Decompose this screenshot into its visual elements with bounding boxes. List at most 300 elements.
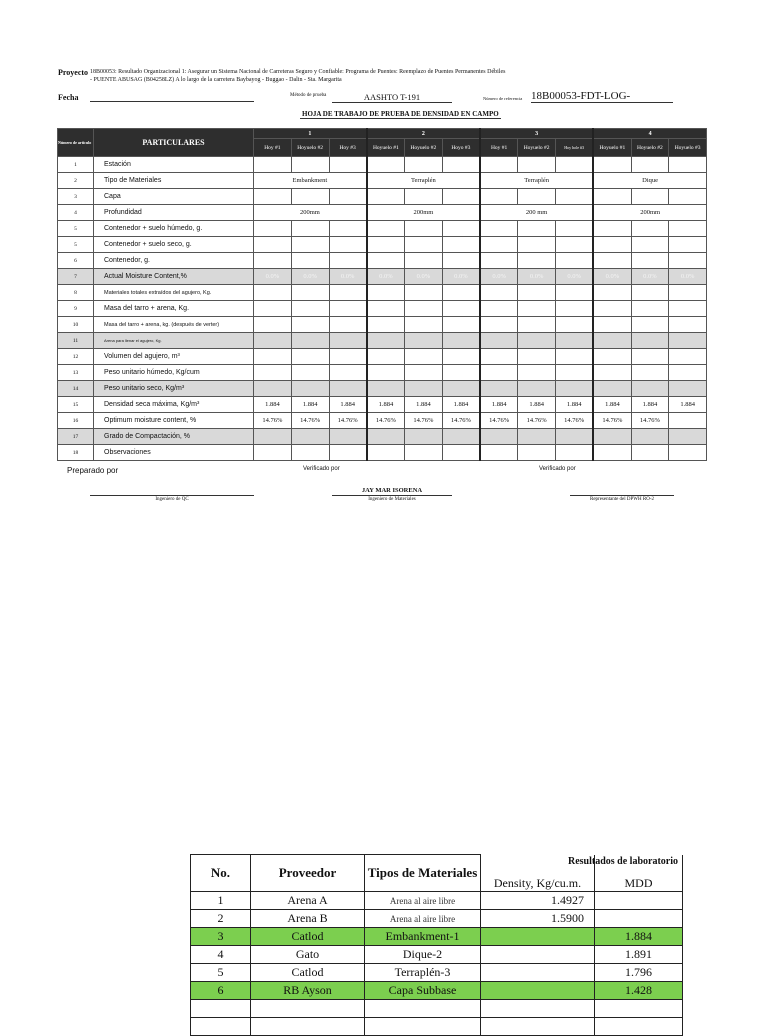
lab-density: 1.5900 <box>481 910 595 928</box>
data-cell[interactable] <box>556 157 594 173</box>
worksheet-row <box>58 365 707 381</box>
data-cell[interactable] <box>405 365 443 381</box>
worksheet-row <box>58 333 707 349</box>
mdd-cell[interactable]: 1.884 <box>405 397 443 413</box>
mdd-cell[interactable]: 1.884 <box>329 397 367 413</box>
data-cell[interactable] <box>329 445 367 461</box>
mdd-cell[interactable]: 1.884 <box>254 397 292 413</box>
data-cell[interactable] <box>291 285 329 301</box>
omc-cell[interactable]: 14.76% <box>405 413 443 429</box>
data-cell[interactable] <box>405 333 443 349</box>
data-cell[interactable] <box>442 221 480 237</box>
data-cell[interactable] <box>518 253 556 269</box>
data-cell[interactable] <box>367 317 405 333</box>
data-cell[interactable] <box>480 253 518 269</box>
row-label: Contenedor, g. <box>94 253 254 269</box>
data-cell[interactable] <box>254 317 292 333</box>
data-cell[interactable] <box>518 157 556 173</box>
data-cell[interactable] <box>442 301 480 317</box>
hole-header: Hoyuelo #2 <box>405 139 443 157</box>
data-cell[interactable] <box>480 237 518 253</box>
row-label: Optimum moisture content, % <box>94 413 254 429</box>
data-cell[interactable] <box>254 285 292 301</box>
data-cell[interactable] <box>329 285 367 301</box>
data-cell[interactable] <box>254 237 292 253</box>
data-cell[interactable] <box>669 365 707 381</box>
data-cell[interactable] <box>405 237 443 253</box>
data-cell[interactable] <box>556 237 594 253</box>
data-cell[interactable] <box>669 237 707 253</box>
data-cell[interactable] <box>329 157 367 173</box>
data-cell[interactable] <box>442 189 480 205</box>
data-cell[interactable] <box>593 189 631 205</box>
mdd-cell[interactable]: 1.884 <box>631 397 669 413</box>
data-cell[interactable] <box>291 237 329 253</box>
mdd-cell[interactable]: 1.884 <box>593 397 631 413</box>
moisture-cell[interactable]: 0.0% <box>631 269 669 285</box>
lab-empty-cell[interactable] <box>191 1000 251 1018</box>
data-cell[interactable] <box>480 349 518 365</box>
data-cell[interactable] <box>405 253 443 269</box>
data-cell[interactable] <box>556 365 594 381</box>
qc-engineer-title: Ingeniero de QC <box>155 497 189 502</box>
proyecto-description <box>90 68 570 84</box>
lab-row <box>191 892 683 910</box>
data-cell[interactable] <box>291 189 329 205</box>
worksheet-row <box>58 221 707 237</box>
data-cell[interactable] <box>593 365 631 381</box>
worksheet-row <box>58 189 707 205</box>
omc-cell[interactable]: 14.76% <box>480 413 518 429</box>
row-number: 11 <box>58 333 94 349</box>
row-label: Contenedor + suelo seco, g. <box>94 237 254 253</box>
omc-cell[interactable]: 14.76% <box>367 413 405 429</box>
omc-cell[interactable] <box>669 413 707 429</box>
data-cell[interactable] <box>518 429 556 445</box>
materials-engineer-name: JAY MAR ISORENA <box>361 487 423 494</box>
row-label: Masa del tarro + arena, kg. (después de verter) <box>94 317 254 333</box>
data-cell[interactable] <box>669 189 707 205</box>
data-cell[interactable] <box>631 381 669 397</box>
data-cell[interactable] <box>329 317 367 333</box>
worksheet-row <box>58 285 707 301</box>
lab-empty-row <box>191 1018 683 1036</box>
omc-cell[interactable]: 14.76% <box>329 413 367 429</box>
lab-density <box>481 928 595 946</box>
omc-cell[interactable]: 14.76% <box>518 413 556 429</box>
mdd-cell[interactable]: 1.884 <box>480 397 518 413</box>
data-cell[interactable] <box>442 349 480 365</box>
depth-cell: 200 mm <box>480 205 593 221</box>
data-cell[interactable] <box>669 333 707 349</box>
mdd-cell[interactable]: 1.884 <box>669 397 707 413</box>
lab-empty-cell[interactable] <box>481 1000 595 1018</box>
data-cell[interactable] <box>291 333 329 349</box>
materials-signature-line[interactable] <box>332 495 452 496</box>
data-cell[interactable] <box>367 221 405 237</box>
lab-proveedor: Arena B <box>251 910 365 928</box>
data-cell[interactable] <box>405 317 443 333</box>
moisture-cell[interactable]: 0.0% <box>556 269 594 285</box>
data-cell[interactable] <box>556 349 594 365</box>
lab-density <box>481 964 595 982</box>
particulares-header: PARTICULARES <box>94 129 254 157</box>
lab-results-title: Resultados de laboratorio <box>568 856 678 867</box>
lab-mdd <box>595 892 683 910</box>
data-cell[interactable] <box>593 285 631 301</box>
data-cell[interactable] <box>254 157 292 173</box>
moisture-cell[interactable]: 0.0% <box>329 269 367 285</box>
data-cell[interactable] <box>291 445 329 461</box>
data-cell[interactable] <box>631 445 669 461</box>
data-cell[interactable] <box>254 189 292 205</box>
lab-tipo: Arena al aire libre <box>365 910 481 928</box>
data-cell[interactable] <box>442 333 480 349</box>
row-number: 18 <box>58 445 94 461</box>
data-cell[interactable] <box>367 445 405 461</box>
data-cell[interactable] <box>405 285 443 301</box>
group-header-1: 1 <box>254 129 367 139</box>
moisture-cell[interactable]: 0.0% <box>669 269 707 285</box>
data-cell[interactable] <box>254 349 292 365</box>
data-cell[interactable] <box>480 157 518 173</box>
data-cell[interactable] <box>631 189 669 205</box>
lab-row <box>191 964 683 982</box>
data-cell[interactable] <box>518 301 556 317</box>
data-cell[interactable] <box>442 317 480 333</box>
qc-signature-line[interactable] <box>90 495 254 496</box>
data-cell[interactable] <box>405 157 443 173</box>
group-header-4: 4 <box>593 129 706 139</box>
omc-cell[interactable]: 14.76% <box>593 413 631 429</box>
data-cell[interactable] <box>442 157 480 173</box>
data-cell[interactable] <box>556 285 594 301</box>
data-cell[interactable] <box>329 301 367 317</box>
data-cell[interactable] <box>556 301 594 317</box>
data-cell[interactable] <box>480 285 518 301</box>
worksheet-row <box>58 349 707 365</box>
data-cell[interactable] <box>367 237 405 253</box>
data-cell[interactable] <box>518 333 556 349</box>
data-cell[interactable] <box>442 429 480 445</box>
lab-tipo: Arena al aire libre <box>365 892 481 910</box>
data-cell[interactable] <box>556 445 594 461</box>
material-cell: Embankment <box>254 173 367 189</box>
data-cell[interactable] <box>367 189 405 205</box>
omc-cell[interactable]: 14.76% <box>254 413 292 429</box>
data-cell[interactable] <box>593 157 631 173</box>
verified-by-label-1: Verificado por <box>303 466 340 472</box>
data-cell[interactable] <box>518 445 556 461</box>
omc-cell[interactable]: 14.76% <box>291 413 329 429</box>
data-cell[interactable] <box>593 221 631 237</box>
data-cell[interactable] <box>329 221 367 237</box>
row-number: 1 <box>58 157 94 173</box>
worksheet-row <box>58 237 707 253</box>
data-cell[interactable] <box>593 381 631 397</box>
data-cell[interactable] <box>669 253 707 269</box>
omc-cell[interactable]: 14.76% <box>442 413 480 429</box>
data-cell[interactable] <box>254 429 292 445</box>
data-cell[interactable] <box>254 253 292 269</box>
hole-header: Hoyuelo #1 <box>593 139 631 157</box>
data-cell[interactable] <box>556 221 594 237</box>
data-cell[interactable] <box>593 253 631 269</box>
moisture-cell[interactable]: 0.0% <box>593 269 631 285</box>
moisture-cell[interactable]: 0.0% <box>480 269 518 285</box>
row-number: 7 <box>58 269 94 285</box>
fecha-field[interactable] <box>90 101 254 102</box>
lab-results-table <box>190 854 683 1036</box>
data-cell[interactable] <box>556 333 594 349</box>
worksheet-row <box>58 157 707 173</box>
data-cell[interactable] <box>669 445 707 461</box>
data-cell[interactable] <box>442 445 480 461</box>
row-number: 9 <box>58 301 94 317</box>
data-cell[interactable] <box>593 445 631 461</box>
data-cell[interactable] <box>442 253 480 269</box>
metodo-label: Método de prueba <box>290 93 327 98</box>
row-label: Arena para llenar el agujero, Kg. <box>94 333 254 349</box>
data-cell[interactable] <box>593 333 631 349</box>
data-cell[interactable] <box>518 285 556 301</box>
data-cell[interactable] <box>556 429 594 445</box>
data-cell[interactable] <box>669 349 707 365</box>
lab-density: 1.4927 <box>481 892 595 910</box>
lab-mdd <box>595 910 683 928</box>
item-number-header: Número de artículo <box>58 129 94 157</box>
data-cell[interactable] <box>329 381 367 397</box>
data-cell[interactable] <box>480 189 518 205</box>
data-cell[interactable] <box>556 189 594 205</box>
data-cell[interactable] <box>480 365 518 381</box>
data-cell[interactable] <box>631 221 669 237</box>
row-label: Peso unitario húmedo, Kg/cum <box>94 365 254 381</box>
lab-no: 5 <box>191 964 251 982</box>
data-cell[interactable] <box>442 237 480 253</box>
data-cell[interactable] <box>329 253 367 269</box>
data-cell[interactable] <box>518 221 556 237</box>
data-cell[interactable] <box>405 445 443 461</box>
data-cell[interactable] <box>405 349 443 365</box>
data-cell[interactable] <box>367 333 405 349</box>
data-cell[interactable] <box>669 157 707 173</box>
lab-proveedor: RB Ayson <box>251 982 365 1000</box>
data-cell[interactable] <box>518 365 556 381</box>
lab-empty-row <box>191 1000 683 1018</box>
data-cell[interactable] <box>480 317 518 333</box>
lab-row <box>191 946 683 964</box>
data-cell[interactable] <box>254 445 292 461</box>
dpwh-representative-title: Representante del DPWH RO-2 <box>589 497 654 502</box>
row-number: 6 <box>58 253 94 269</box>
depth-cell: 200mm <box>367 205 480 221</box>
row-number: 16 <box>58 413 94 429</box>
data-cell[interactable] <box>631 365 669 381</box>
omc-cell[interactable]: 14.76% <box>556 413 594 429</box>
data-cell[interactable] <box>631 285 669 301</box>
data-cell[interactable] <box>405 429 443 445</box>
data-cell[interactable] <box>405 189 443 205</box>
row-number: 13 <box>58 365 94 381</box>
data-cell[interactable] <box>593 317 631 333</box>
data-cell[interactable] <box>254 381 292 397</box>
lab-proveedor: Gato <box>251 946 365 964</box>
mdd-cell[interactable]: 1.884 <box>291 397 329 413</box>
data-cell[interactable] <box>291 221 329 237</box>
data-cell[interactable] <box>669 221 707 237</box>
data-cell[interactable] <box>367 429 405 445</box>
data-cell[interactable] <box>518 317 556 333</box>
data-cell[interactable] <box>556 317 594 333</box>
hole-header: Hoyuelo #3 <box>669 139 707 157</box>
data-cell[interactable] <box>254 365 292 381</box>
data-cell[interactable] <box>669 429 707 445</box>
row-label: Estación <box>94 157 254 173</box>
data-cell[interactable] <box>405 221 443 237</box>
row-number: 8 <box>58 285 94 301</box>
hole-header: Hoy #1 <box>254 139 292 157</box>
data-cell[interactable] <box>291 317 329 333</box>
metodo-value: AASHTO T-191 <box>332 92 452 103</box>
data-cell[interactable] <box>291 349 329 365</box>
data-cell[interactable] <box>480 429 518 445</box>
lab-empty-cell[interactable] <box>365 1000 481 1018</box>
data-cell[interactable] <box>593 349 631 365</box>
row-label: Profundidad <box>94 205 254 221</box>
density-worksheet-table <box>57 128 707 461</box>
data-cell[interactable] <box>518 237 556 253</box>
dpwh-signature-line[interactable] <box>570 495 674 496</box>
row-number: 17 <box>58 429 94 445</box>
data-cell[interactable] <box>291 301 329 317</box>
data-cell[interactable] <box>631 429 669 445</box>
lab-header-mdd: MDD <box>595 855 683 892</box>
data-cell[interactable] <box>291 253 329 269</box>
data-cell[interactable] <box>367 301 405 317</box>
mdd-cell[interactable]: 1.884 <box>556 397 594 413</box>
data-cell[interactable] <box>329 189 367 205</box>
depth-cell: 200mm <box>593 205 706 221</box>
data-cell[interactable] <box>367 381 405 397</box>
row-number: 10 <box>58 317 94 333</box>
lab-tipo: Dique-2 <box>365 946 481 964</box>
data-cell[interactable] <box>329 429 367 445</box>
data-cell[interactable] <box>329 365 367 381</box>
data-cell[interactable] <box>329 349 367 365</box>
mdd-cell[interactable]: 1.884 <box>518 397 556 413</box>
data-cell[interactable] <box>631 333 669 349</box>
data-cell[interactable] <box>480 333 518 349</box>
data-cell[interactable] <box>442 285 480 301</box>
omc-cell[interactable]: 14.76% <box>631 413 669 429</box>
verified-by-label-2: Verificado por <box>539 466 576 472</box>
lab-empty-cell[interactable] <box>251 1018 365 1036</box>
moisture-cell[interactable]: 0.0% <box>254 269 292 285</box>
data-cell[interactable] <box>329 333 367 349</box>
data-cell[interactable] <box>631 349 669 365</box>
lab-no: 6 <box>191 982 251 1000</box>
lab-no: 3 <box>191 928 251 946</box>
data-cell[interactable] <box>631 301 669 317</box>
lab-empty-cell[interactable] <box>251 1000 365 1018</box>
data-cell[interactable] <box>480 221 518 237</box>
moisture-cell[interactable]: 0.0% <box>291 269 329 285</box>
data-cell[interactable] <box>329 237 367 253</box>
data-cell[interactable] <box>556 253 594 269</box>
data-cell[interactable] <box>518 349 556 365</box>
lab-header-proveedor: Proveedor <box>251 855 365 892</box>
data-cell[interactable] <box>593 301 631 317</box>
moisture-cell[interactable]: 0.0% <box>367 269 405 285</box>
mdd-cell[interactable]: 1.884 <box>442 397 480 413</box>
lab-density <box>481 982 595 1000</box>
data-cell[interactable] <box>631 253 669 269</box>
data-cell[interactable] <box>631 157 669 173</box>
row-number: 5 <box>58 237 94 253</box>
data-cell[interactable] <box>367 285 405 301</box>
data-cell[interactable] <box>405 381 443 397</box>
mdd-cell[interactable]: 1.884 <box>367 397 405 413</box>
data-cell[interactable] <box>518 381 556 397</box>
data-cell[interactable] <box>669 381 707 397</box>
lab-empty-cell[interactable] <box>595 1000 683 1018</box>
data-cell[interactable] <box>254 301 292 317</box>
data-cell[interactable] <box>480 445 518 461</box>
data-cell[interactable] <box>367 157 405 173</box>
data-cell[interactable] <box>291 157 329 173</box>
lab-mdd: 1.891 <box>595 946 683 964</box>
data-cell[interactable] <box>631 237 669 253</box>
data-cell[interactable] <box>254 221 292 237</box>
worksheet-row <box>58 253 707 269</box>
data-cell[interactable] <box>669 301 707 317</box>
lab-empty-cell[interactable] <box>595 1018 683 1036</box>
data-cell[interactable] <box>291 381 329 397</box>
data-cell[interactable] <box>518 189 556 205</box>
ref-label: Número de referencia <box>483 96 523 101</box>
hole-header: Hoyuelo #2 <box>631 139 669 157</box>
lab-no: 2 <box>191 910 251 928</box>
data-cell[interactable] <box>669 285 707 301</box>
data-cell[interactable] <box>442 381 480 397</box>
data-cell[interactable] <box>593 237 631 253</box>
data-cell[interactable] <box>669 317 707 333</box>
lab-empty-cell[interactable] <box>481 1018 595 1036</box>
hole-header: Hoy hole #3 <box>556 139 594 157</box>
data-cell[interactable] <box>291 365 329 381</box>
lab-empty-cell[interactable] <box>365 1018 481 1036</box>
data-cell[interactable] <box>405 301 443 317</box>
lab-empty-cell[interactable] <box>191 1018 251 1036</box>
data-cell[interactable] <box>367 349 405 365</box>
data-cell[interactable] <box>631 317 669 333</box>
worksheet-row <box>58 397 707 413</box>
data-cell[interactable] <box>556 381 594 397</box>
moisture-cell[interactable]: 0.0% <box>518 269 556 285</box>
moisture-cell[interactable]: 0.0% <box>442 269 480 285</box>
data-cell[interactable] <box>254 333 292 349</box>
data-cell[interactable] <box>367 253 405 269</box>
data-cell[interactable] <box>480 301 518 317</box>
prepared-by-label: Preparado por <box>67 466 119 475</box>
data-cell[interactable] <box>442 365 480 381</box>
data-cell[interactable] <box>291 429 329 445</box>
data-cell[interactable] <box>480 381 518 397</box>
moisture-cell[interactable]: 0.0% <box>405 269 443 285</box>
data-cell[interactable] <box>593 429 631 445</box>
data-cell[interactable] <box>367 365 405 381</box>
